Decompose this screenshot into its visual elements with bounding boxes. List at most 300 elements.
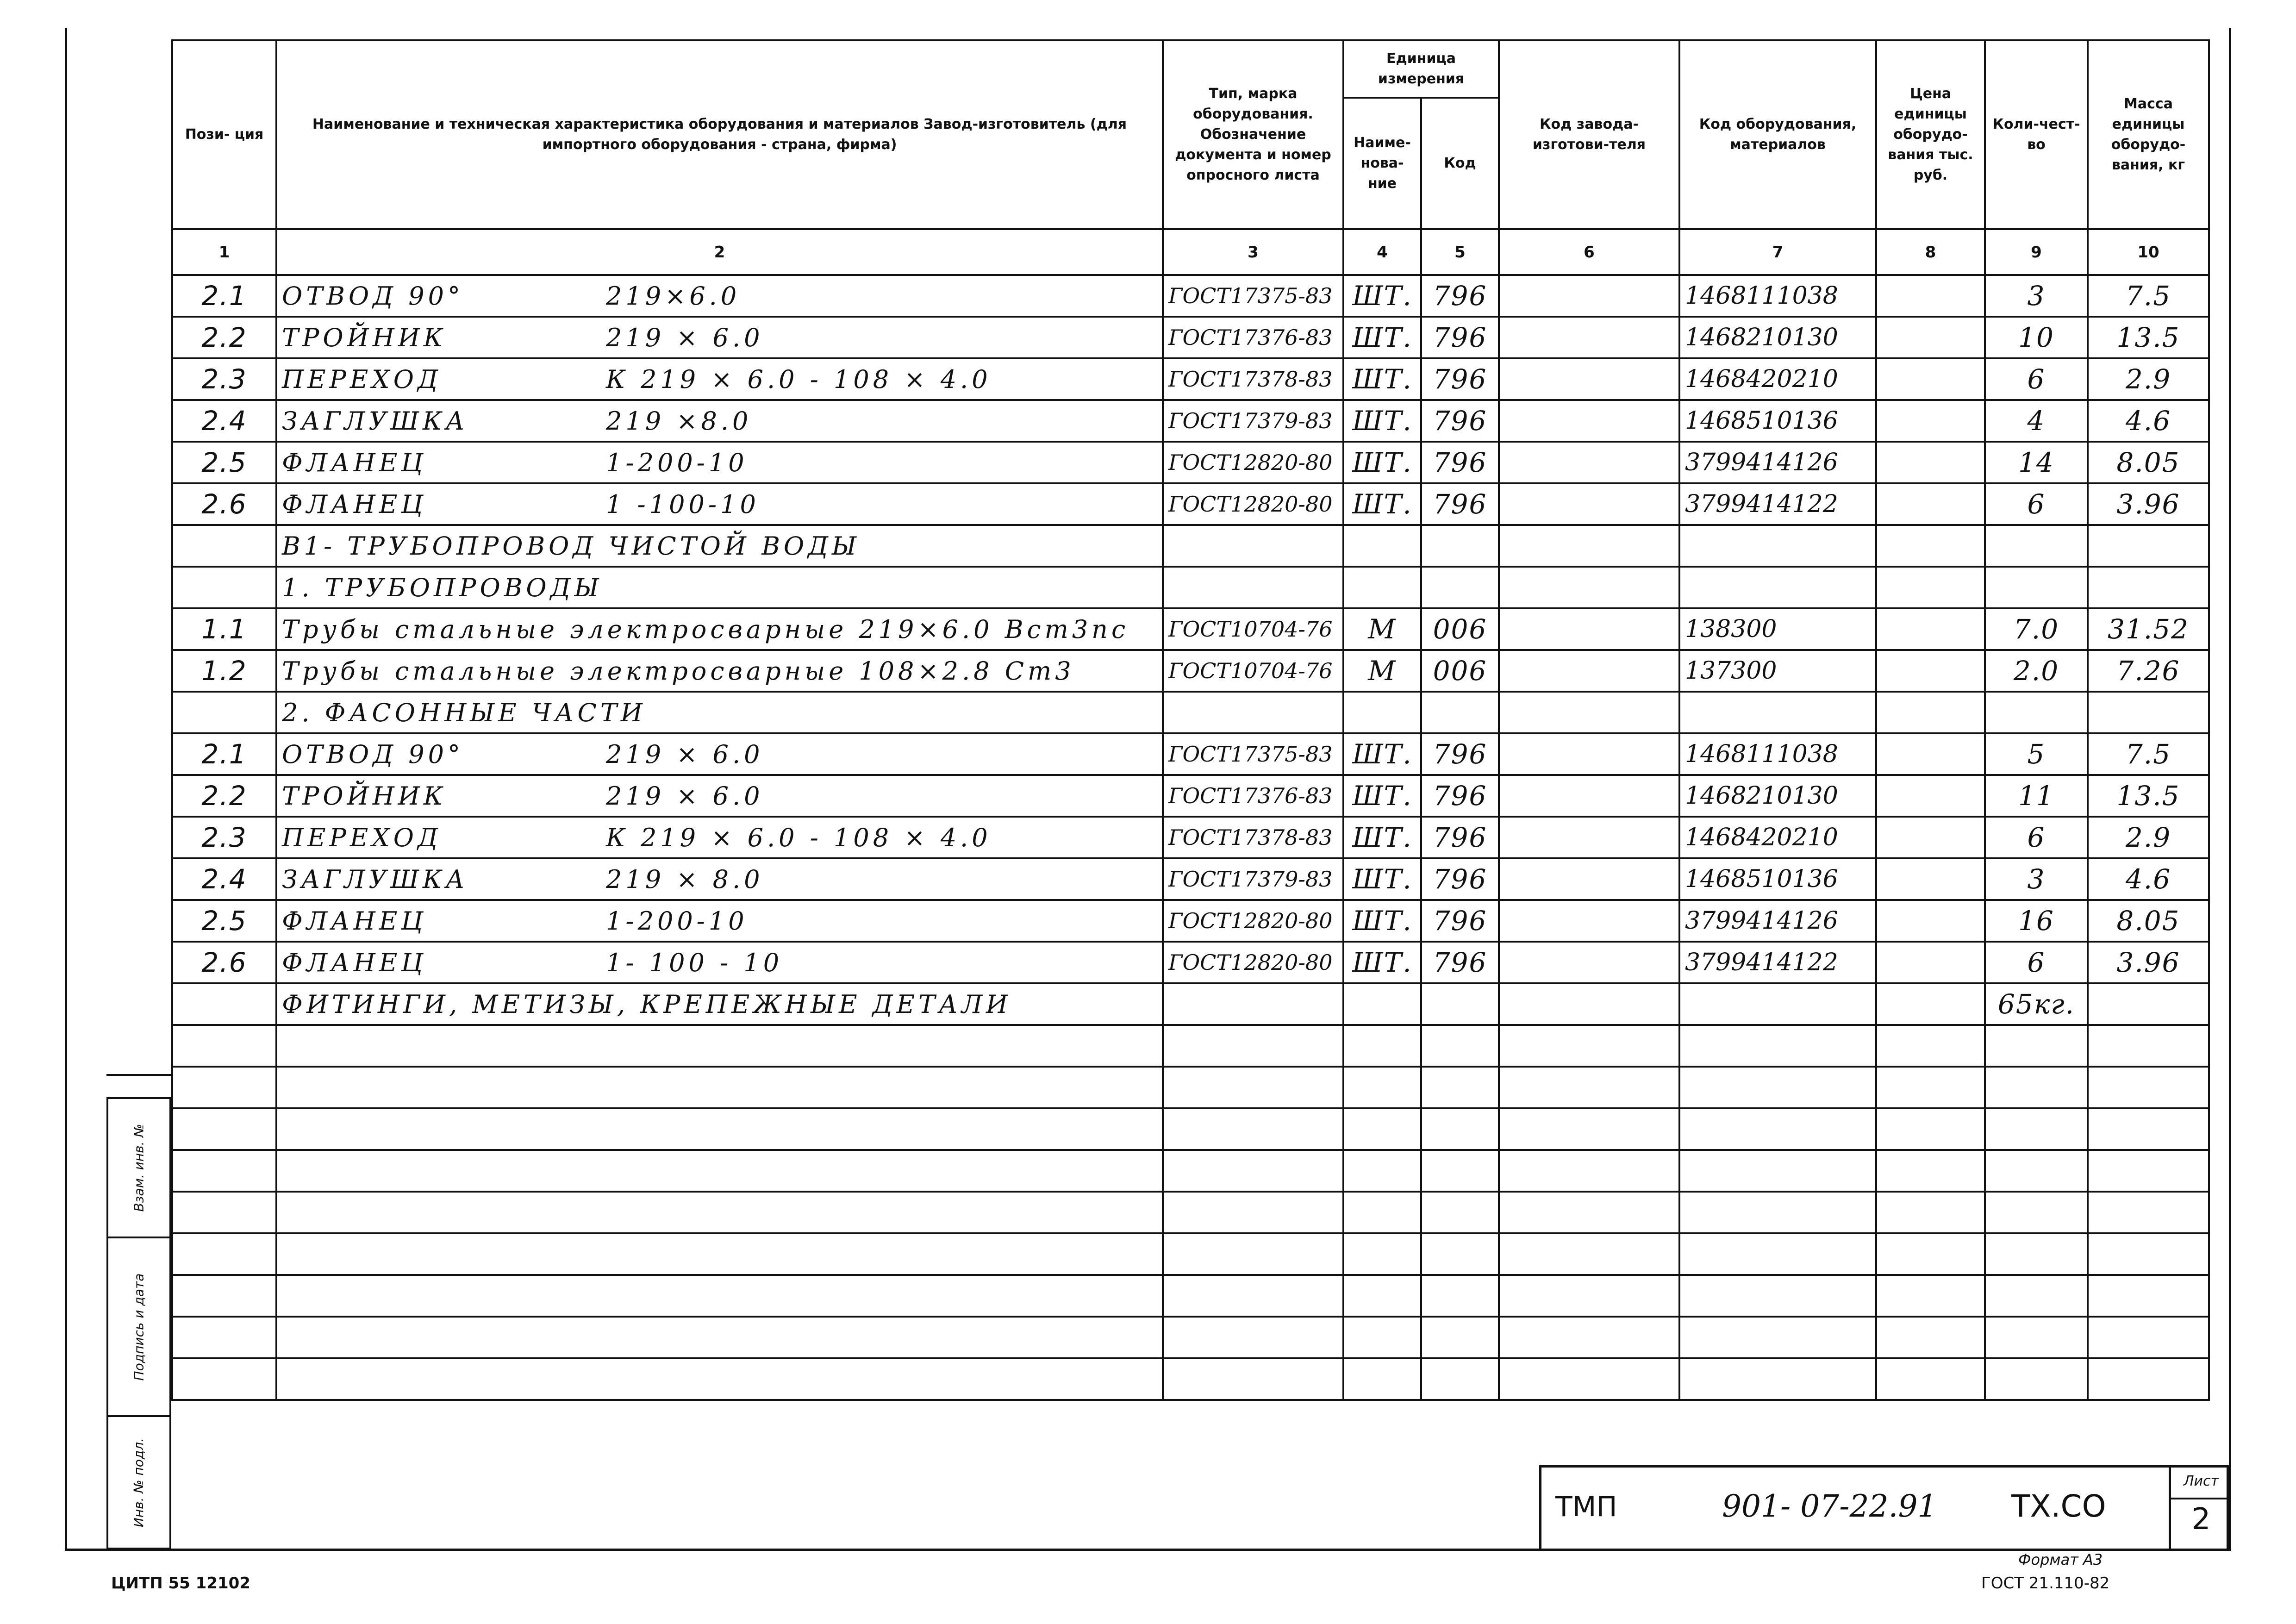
sheet-label: Лист bbox=[2171, 1465, 2231, 1499]
header-type: Тип, марка оборудования. Обозначение документа и номер опросного листа bbox=[1163, 40, 1343, 229]
empty-cell bbox=[1499, 1108, 1679, 1150]
empty-cell bbox=[1499, 1358, 1679, 1400]
table-row bbox=[172, 775, 2209, 817]
cell-name bbox=[276, 608, 1163, 650]
cell-mass bbox=[2088, 525, 2209, 567]
item-name: 1. ТРУБОПРОВОДЫ bbox=[282, 573, 603, 602]
cell-unit: ШТ. bbox=[1343, 400, 1421, 442]
empty-cell bbox=[1679, 1233, 1876, 1275]
cell-equipment-code: 3799414122 bbox=[1679, 942, 1876, 983]
item-name: ФЛАНЕЦ bbox=[282, 448, 427, 477]
empty-cell bbox=[276, 1108, 1163, 1150]
cell-quantity bbox=[1985, 692, 2088, 733]
cell-price bbox=[1876, 942, 1985, 983]
cell-name bbox=[276, 567, 1163, 608]
cell-equipment-code: 137300 bbox=[1679, 650, 1876, 692]
empty-row bbox=[172, 1067, 2209, 1108]
cell-name bbox=[276, 983, 1163, 1025]
cell-position: 2.2 bbox=[172, 317, 276, 358]
header-manufacturer-code: Код завода-изготови-теля bbox=[1499, 40, 1679, 229]
cell-mass bbox=[2088, 983, 2209, 1025]
empty-cell bbox=[276, 1358, 1163, 1400]
empty-cell bbox=[1163, 1275, 1343, 1317]
table-row bbox=[172, 525, 2209, 567]
empty-cell bbox=[1163, 1025, 1343, 1067]
sheet-number: 2 bbox=[2191, 1502, 2211, 1537]
item-name: ЗАГЛУШКА bbox=[282, 406, 468, 436]
cell-name bbox=[276, 942, 1163, 983]
empty-cell bbox=[1421, 1317, 1499, 1358]
strip-label-replaced-inv: Взам. инв. № bbox=[131, 1124, 147, 1212]
cell-mass: 31.52 bbox=[2088, 608, 2209, 650]
cell-unit: ШТ. bbox=[1343, 942, 1421, 983]
cell-unit-code: 796 bbox=[1421, 942, 1499, 983]
cell-document: ГОСТ17376-83 bbox=[1163, 775, 1343, 817]
cell-document: ГОСТ12820-80 bbox=[1163, 442, 1343, 483]
cell-document: ГОСТ17375-83 bbox=[1163, 275, 1343, 317]
cell-name bbox=[276, 483, 1163, 525]
cell-document: ГОСТ12820-80 bbox=[1163, 483, 1343, 525]
empty-cell bbox=[1163, 1233, 1343, 1275]
strip-label-signature: Подпись и дата bbox=[131, 1273, 147, 1380]
cell-price bbox=[1876, 650, 1985, 692]
item-name: ОТВОД 90° bbox=[282, 739, 464, 769]
cell-manufacturer-code bbox=[1499, 858, 1679, 900]
cell-manufacturer-code bbox=[1499, 442, 1679, 483]
empty-cell bbox=[1876, 1150, 1985, 1192]
cell-price bbox=[1876, 275, 1985, 317]
cell-quantity: 4 bbox=[1985, 400, 2088, 442]
item-name: ПЕРЕХОД bbox=[282, 364, 442, 394]
empty-cell bbox=[172, 1275, 276, 1317]
cell-unit-code: 796 bbox=[1421, 317, 1499, 358]
empty-cell bbox=[1343, 1067, 1421, 1108]
empty-cell bbox=[276, 1192, 1163, 1233]
empty-cell bbox=[1876, 1275, 1985, 1317]
header-unit-name: Наиме-нова-ние bbox=[1343, 98, 1421, 229]
empty-cell bbox=[1421, 1275, 1499, 1317]
cell-document: ГОСТ17378-83 bbox=[1163, 817, 1343, 858]
item-name: В1- ТРУБОПРОВОД ЧИСТОЙ ВОДЫ bbox=[282, 531, 861, 561]
footer-gost: ГОСТ 21.110-82 bbox=[1981, 1574, 2110, 1593]
empty-row bbox=[172, 1233, 2209, 1275]
item-name: ЗАГЛУШКА bbox=[282, 864, 468, 894]
strip-cell-signature bbox=[106, 1237, 171, 1417]
cell-document: ГОСТ17379-83 bbox=[1163, 858, 1343, 900]
empty-cell bbox=[276, 1150, 1163, 1192]
empty-cell bbox=[1499, 1192, 1679, 1233]
item-dimensions: 219 × 8.0 bbox=[606, 864, 764, 894]
table-row bbox=[172, 900, 2209, 942]
title-block-org: ТМП bbox=[1555, 1491, 1617, 1523]
table-row bbox=[172, 858, 2209, 900]
item-name: ТРОЙНИК bbox=[282, 323, 447, 352]
table-row bbox=[172, 275, 2209, 317]
empty-cell bbox=[1343, 1317, 1421, 1358]
empty-cell bbox=[172, 1192, 276, 1233]
empty-cell bbox=[2088, 1150, 2209, 1192]
cell-unit-code: 006 bbox=[1421, 608, 1499, 650]
empty-cell bbox=[1499, 1317, 1679, 1358]
cell-position: 2.3 bbox=[172, 358, 276, 400]
table-row bbox=[172, 733, 2209, 775]
item-dimensions: 219 × 6.0 bbox=[606, 781, 764, 811]
cell-equipment-code bbox=[1679, 525, 1876, 567]
cell-unit-code: 796 bbox=[1421, 358, 1499, 400]
cell-name bbox=[276, 275, 1163, 317]
empty-cell bbox=[1876, 1233, 1985, 1275]
item-name: Трубы стальные электросварные 108×2.8 Ст3 bbox=[282, 656, 1075, 686]
item-dimensions: 219×6.0 bbox=[606, 281, 741, 311]
cell-price bbox=[1876, 317, 1985, 358]
cell-quantity: 3 bbox=[1985, 275, 2088, 317]
cell-unit: ШТ. bbox=[1343, 858, 1421, 900]
cell-unit: М bbox=[1343, 650, 1421, 692]
empty-cell bbox=[1499, 1067, 1679, 1108]
cell-document bbox=[1163, 983, 1343, 1025]
specification-table bbox=[171, 39, 2210, 1401]
empty-cell bbox=[172, 1025, 276, 1067]
cell-mass bbox=[2088, 567, 2209, 608]
cell-mass bbox=[2088, 692, 2209, 733]
title-block bbox=[1539, 1465, 2229, 1551]
cell-manufacturer-code bbox=[1499, 900, 1679, 942]
table-row bbox=[172, 817, 2209, 858]
header-price: Цена единицы оборудо-вания тыс. руб. bbox=[1876, 40, 1985, 229]
cell-document: ГОСТ17378-83 bbox=[1163, 358, 1343, 400]
cell-name bbox=[276, 317, 1163, 358]
item-dimensions: К 219 × 6.0 - 108 × 4.0 bbox=[606, 364, 992, 394]
item-name: ФЛАНЕЦ bbox=[282, 906, 427, 936]
cell-quantity: 5 bbox=[1985, 733, 2088, 775]
empty-cell bbox=[1876, 1025, 1985, 1067]
title-block-code: ТХ.СО bbox=[2011, 1488, 2106, 1524]
cell-quantity: 65кг. bbox=[1985, 983, 2088, 1025]
empty-cell bbox=[172, 1358, 276, 1400]
cell-unit-code: 796 bbox=[1421, 400, 1499, 442]
item-name: Трубы стальные электросварные 219×6.0 Вст3пс bbox=[282, 614, 1129, 644]
header-mass: Масса единицы оборудо-вания, кг bbox=[2088, 40, 2209, 229]
cell-quantity: 2.0 bbox=[1985, 650, 2088, 692]
column-number: 5 bbox=[1421, 229, 1499, 275]
cell-unit: ШТ. bbox=[1343, 442, 1421, 483]
cell-price bbox=[1876, 900, 1985, 942]
empty-cell bbox=[1985, 1192, 2088, 1233]
empty-cell bbox=[172, 1150, 276, 1192]
cell-unit-code: 796 bbox=[1421, 775, 1499, 817]
empty-cell bbox=[2088, 1317, 2209, 1358]
cell-mass: 13.5 bbox=[2088, 317, 2209, 358]
cell-name bbox=[276, 358, 1163, 400]
cell-name bbox=[276, 650, 1163, 692]
cell-equipment-code: 1468111038 bbox=[1679, 275, 1876, 317]
cell-position bbox=[172, 983, 276, 1025]
cell-equipment-code: 3799414126 bbox=[1679, 442, 1876, 483]
cell-price bbox=[1876, 608, 1985, 650]
item-name: ТРОЙНИК bbox=[282, 781, 447, 811]
cell-manufacturer-code bbox=[1499, 650, 1679, 692]
item-name: ОТВОД 90° bbox=[282, 281, 464, 311]
empty-cell bbox=[276, 1233, 1163, 1275]
header-equipment-code: Код оборудования, материалов bbox=[1679, 40, 1876, 229]
header-unit-code: Код bbox=[1421, 98, 1499, 229]
cell-price bbox=[1876, 733, 1985, 775]
empty-cell bbox=[1679, 1192, 1876, 1233]
empty-cell bbox=[276, 1317, 1163, 1358]
cell-manufacturer-code bbox=[1499, 692, 1679, 733]
cell-unit-code bbox=[1421, 525, 1499, 567]
cell-name bbox=[276, 817, 1163, 858]
item-dimensions: 219 × 6.0 bbox=[606, 323, 764, 352]
cell-unit: ШТ. bbox=[1343, 358, 1421, 400]
empty-cell bbox=[1343, 1108, 1421, 1150]
frame-right-line bbox=[2229, 28, 2231, 1551]
empty-cell bbox=[1343, 1275, 1421, 1317]
empty-cell bbox=[1679, 1025, 1876, 1067]
empty-cell bbox=[1876, 1067, 1985, 1108]
cell-position: 2.5 bbox=[172, 900, 276, 942]
empty-cell bbox=[1343, 1025, 1421, 1067]
cell-unit: ШТ. bbox=[1343, 817, 1421, 858]
empty-cell bbox=[1985, 1150, 2088, 1192]
empty-row bbox=[172, 1025, 2209, 1067]
cell-mass: 7.26 bbox=[2088, 650, 2209, 692]
cell-unit-code: 796 bbox=[1421, 817, 1499, 858]
table-row bbox=[172, 442, 2209, 483]
empty-cell bbox=[1163, 1067, 1343, 1108]
cell-equipment-code: 3799414122 bbox=[1679, 483, 1876, 525]
cell-equipment-code: 3799414126 bbox=[1679, 900, 1876, 942]
table-body bbox=[172, 275, 2209, 1400]
empty-cell bbox=[1421, 1233, 1499, 1275]
cell-quantity: 7.0 bbox=[1985, 608, 2088, 650]
column-number: 2 bbox=[276, 229, 1163, 275]
item-dimensions: К 219 × 6.0 - 108 × 4.0 bbox=[606, 823, 992, 852]
cell-document bbox=[1163, 567, 1343, 608]
cell-quantity: 14 bbox=[1985, 442, 2088, 483]
item-name: ПЕРЕХОД bbox=[282, 823, 442, 852]
cell-position: 1.1 bbox=[172, 608, 276, 650]
table-row bbox=[172, 358, 2209, 400]
cell-document: ГОСТ10704-76 bbox=[1163, 608, 1343, 650]
cell-equipment-code: 1468111038 bbox=[1679, 733, 1876, 775]
cell-manufacturer-code bbox=[1499, 733, 1679, 775]
cell-position: 2.3 bbox=[172, 817, 276, 858]
cell-mass: 3.96 bbox=[2088, 942, 2209, 983]
sheet-box bbox=[2169, 1465, 2231, 1551]
column-number: 8 bbox=[1876, 229, 1985, 275]
cell-manufacturer-code bbox=[1499, 358, 1679, 400]
cell-equipment-code bbox=[1679, 692, 1876, 733]
empty-cell bbox=[1421, 1150, 1499, 1192]
cell-document: ГОСТ12820-80 bbox=[1163, 942, 1343, 983]
cell-manufacturer-code bbox=[1499, 483, 1679, 525]
empty-cell bbox=[172, 1317, 276, 1358]
table-row bbox=[172, 942, 2209, 983]
cell-quantity: 16 bbox=[1985, 900, 2088, 942]
empty-row bbox=[172, 1108, 2209, 1150]
cell-mass: 2.9 bbox=[2088, 817, 2209, 858]
cell-unit bbox=[1343, 525, 1421, 567]
cell-price bbox=[1876, 483, 1985, 525]
cell-unit bbox=[1343, 692, 1421, 733]
empty-cell bbox=[1679, 1150, 1876, 1192]
cell-price bbox=[1876, 442, 1985, 483]
cell-document: ГОСТ17379-83 bbox=[1163, 400, 1343, 442]
cell-unit-code: 006 bbox=[1421, 650, 1499, 692]
cell-document: ГОСТ17376-83 bbox=[1163, 317, 1343, 358]
empty-cell bbox=[2088, 1233, 2209, 1275]
cell-unit: ШТ. bbox=[1343, 900, 1421, 942]
cell-equipment-code: 1468420210 bbox=[1679, 817, 1876, 858]
cell-unit-code: 796 bbox=[1421, 858, 1499, 900]
cell-name bbox=[276, 442, 1163, 483]
empty-cell bbox=[1679, 1317, 1876, 1358]
column-number: 9 bbox=[1985, 229, 2088, 275]
empty-cell bbox=[276, 1025, 1163, 1067]
cell-manufacturer-code bbox=[1499, 275, 1679, 317]
empty-cell bbox=[1421, 1192, 1499, 1233]
empty-cell bbox=[1679, 1067, 1876, 1108]
cell-equipment-code: 138300 bbox=[1679, 608, 1876, 650]
cell-unit-code bbox=[1421, 983, 1499, 1025]
cell-manufacturer-code bbox=[1499, 400, 1679, 442]
cell-manufacturer-code bbox=[1499, 983, 1679, 1025]
cell-manufacturer-code bbox=[1499, 817, 1679, 858]
header-quantity: Коли-чест-во bbox=[1985, 40, 2088, 229]
cell-unit-code: 796 bbox=[1421, 900, 1499, 942]
empty-cell bbox=[1163, 1108, 1343, 1150]
cell-quantity: 6 bbox=[1985, 358, 2088, 400]
cell-mass: 13.5 bbox=[2088, 775, 2209, 817]
empty-cell bbox=[2088, 1108, 2209, 1150]
cell-price bbox=[1876, 983, 1985, 1025]
cell-quantity: 6 bbox=[1985, 817, 2088, 858]
cell-position bbox=[172, 692, 276, 733]
item-dimensions: 1-200-10 bbox=[606, 448, 748, 477]
cell-quantity bbox=[1985, 567, 2088, 608]
cell-quantity: 10 bbox=[1985, 317, 2088, 358]
cell-position bbox=[172, 525, 276, 567]
table-row bbox=[172, 317, 2209, 358]
cell-position: 1.2 bbox=[172, 650, 276, 692]
empty-cell bbox=[1876, 1108, 1985, 1150]
cell-unit: М bbox=[1343, 608, 1421, 650]
cell-position: 2.6 bbox=[172, 942, 276, 983]
empty-cell bbox=[2088, 1275, 2209, 1317]
cell-manufacturer-code bbox=[1499, 942, 1679, 983]
empty-cell bbox=[1421, 1358, 1499, 1400]
empty-cell bbox=[1985, 1108, 2088, 1150]
cell-equipment-code: 1468510136 bbox=[1679, 400, 1876, 442]
cell-mass: 7.5 bbox=[2088, 733, 2209, 775]
strip-cell-replaced-inv bbox=[106, 1097, 171, 1238]
empty-cell bbox=[1679, 1275, 1876, 1317]
cell-price bbox=[1876, 858, 1985, 900]
empty-cell bbox=[1985, 1067, 2088, 1108]
cell-price bbox=[1876, 400, 1985, 442]
cell-quantity: 11 bbox=[1985, 775, 2088, 817]
cell-position: 2.2 bbox=[172, 775, 276, 817]
cell-price bbox=[1876, 358, 1985, 400]
cell-document: ГОСТ10704-76 bbox=[1163, 650, 1343, 692]
cell-manufacturer-code bbox=[1499, 567, 1679, 608]
header-position: Пози- ция bbox=[172, 40, 276, 229]
cell-position: 2.5 bbox=[172, 442, 276, 483]
column-number: 4 bbox=[1343, 229, 1421, 275]
cell-quantity: 3 bbox=[1985, 858, 2088, 900]
cell-document: ГОСТ12820-80 bbox=[1163, 900, 1343, 942]
cell-unit-code bbox=[1421, 567, 1499, 608]
item-dimensions: 1- 100 - 10 bbox=[606, 948, 783, 977]
cell-document: ГОСТ17375-83 bbox=[1163, 733, 1343, 775]
empty-cell bbox=[1985, 1275, 2088, 1317]
empty-cell bbox=[172, 1108, 276, 1150]
cell-position: 2.4 bbox=[172, 858, 276, 900]
cell-unit-code: 796 bbox=[1421, 483, 1499, 525]
cell-equipment-code: 1468420210 bbox=[1679, 358, 1876, 400]
cell-mass: 4.6 bbox=[2088, 400, 2209, 442]
cell-mass: 4.6 bbox=[2088, 858, 2209, 900]
cell-mass: 2.9 bbox=[2088, 358, 2209, 400]
empty-cell bbox=[1343, 1150, 1421, 1192]
empty-cell bbox=[2088, 1358, 2209, 1400]
cell-position: 2.6 bbox=[172, 483, 276, 525]
binding-strip bbox=[106, 1097, 171, 1560]
cell-unit-code: 796 bbox=[1421, 442, 1499, 483]
empty-cell bbox=[172, 1067, 276, 1108]
table-row bbox=[172, 483, 2209, 525]
cell-unit: ШТ. bbox=[1343, 317, 1421, 358]
cell-equipment-code bbox=[1679, 567, 1876, 608]
cell-mass: 8.05 bbox=[2088, 900, 2209, 942]
table-row bbox=[172, 567, 2209, 608]
table-header bbox=[172, 40, 2209, 275]
table-row bbox=[172, 650, 2209, 692]
empty-cell bbox=[1421, 1025, 1499, 1067]
cell-position: 2.4 bbox=[172, 400, 276, 442]
empty-cell bbox=[276, 1067, 1163, 1108]
cell-unit bbox=[1343, 983, 1421, 1025]
table-row bbox=[172, 608, 2209, 650]
empty-cell bbox=[1343, 1192, 1421, 1233]
cell-equipment-code: 1468210130 bbox=[1679, 317, 1876, 358]
cell-position: 2.1 bbox=[172, 733, 276, 775]
item-dimensions: 219 × 6.0 bbox=[606, 739, 764, 769]
item-dimensions: 1-200-10 bbox=[606, 906, 748, 936]
cell-equipment-code: 1468510136 bbox=[1679, 858, 1876, 900]
cell-name bbox=[276, 525, 1163, 567]
empty-row bbox=[172, 1317, 2209, 1358]
empty-cell bbox=[1499, 1275, 1679, 1317]
cell-unit: ШТ. bbox=[1343, 483, 1421, 525]
empty-cell bbox=[2088, 1025, 2209, 1067]
cell-mass: 7.5 bbox=[2088, 275, 2209, 317]
strip-label-original-inv: Инв. № подл. bbox=[131, 1437, 147, 1527]
cell-manufacturer-code bbox=[1499, 317, 1679, 358]
empty-cell bbox=[1163, 1150, 1343, 1192]
column-number: 3 bbox=[1163, 229, 1343, 275]
column-number: 1 bbox=[172, 229, 276, 275]
cell-price bbox=[1876, 567, 1985, 608]
empty-cell bbox=[276, 1275, 1163, 1317]
empty-cell bbox=[2088, 1067, 2209, 1108]
column-numbers-row bbox=[172, 229, 2209, 275]
empty-cell bbox=[1985, 1317, 2088, 1358]
empty-cell bbox=[2088, 1192, 2209, 1233]
cell-unit-code: 796 bbox=[1421, 275, 1499, 317]
empty-cell bbox=[1499, 1233, 1679, 1275]
